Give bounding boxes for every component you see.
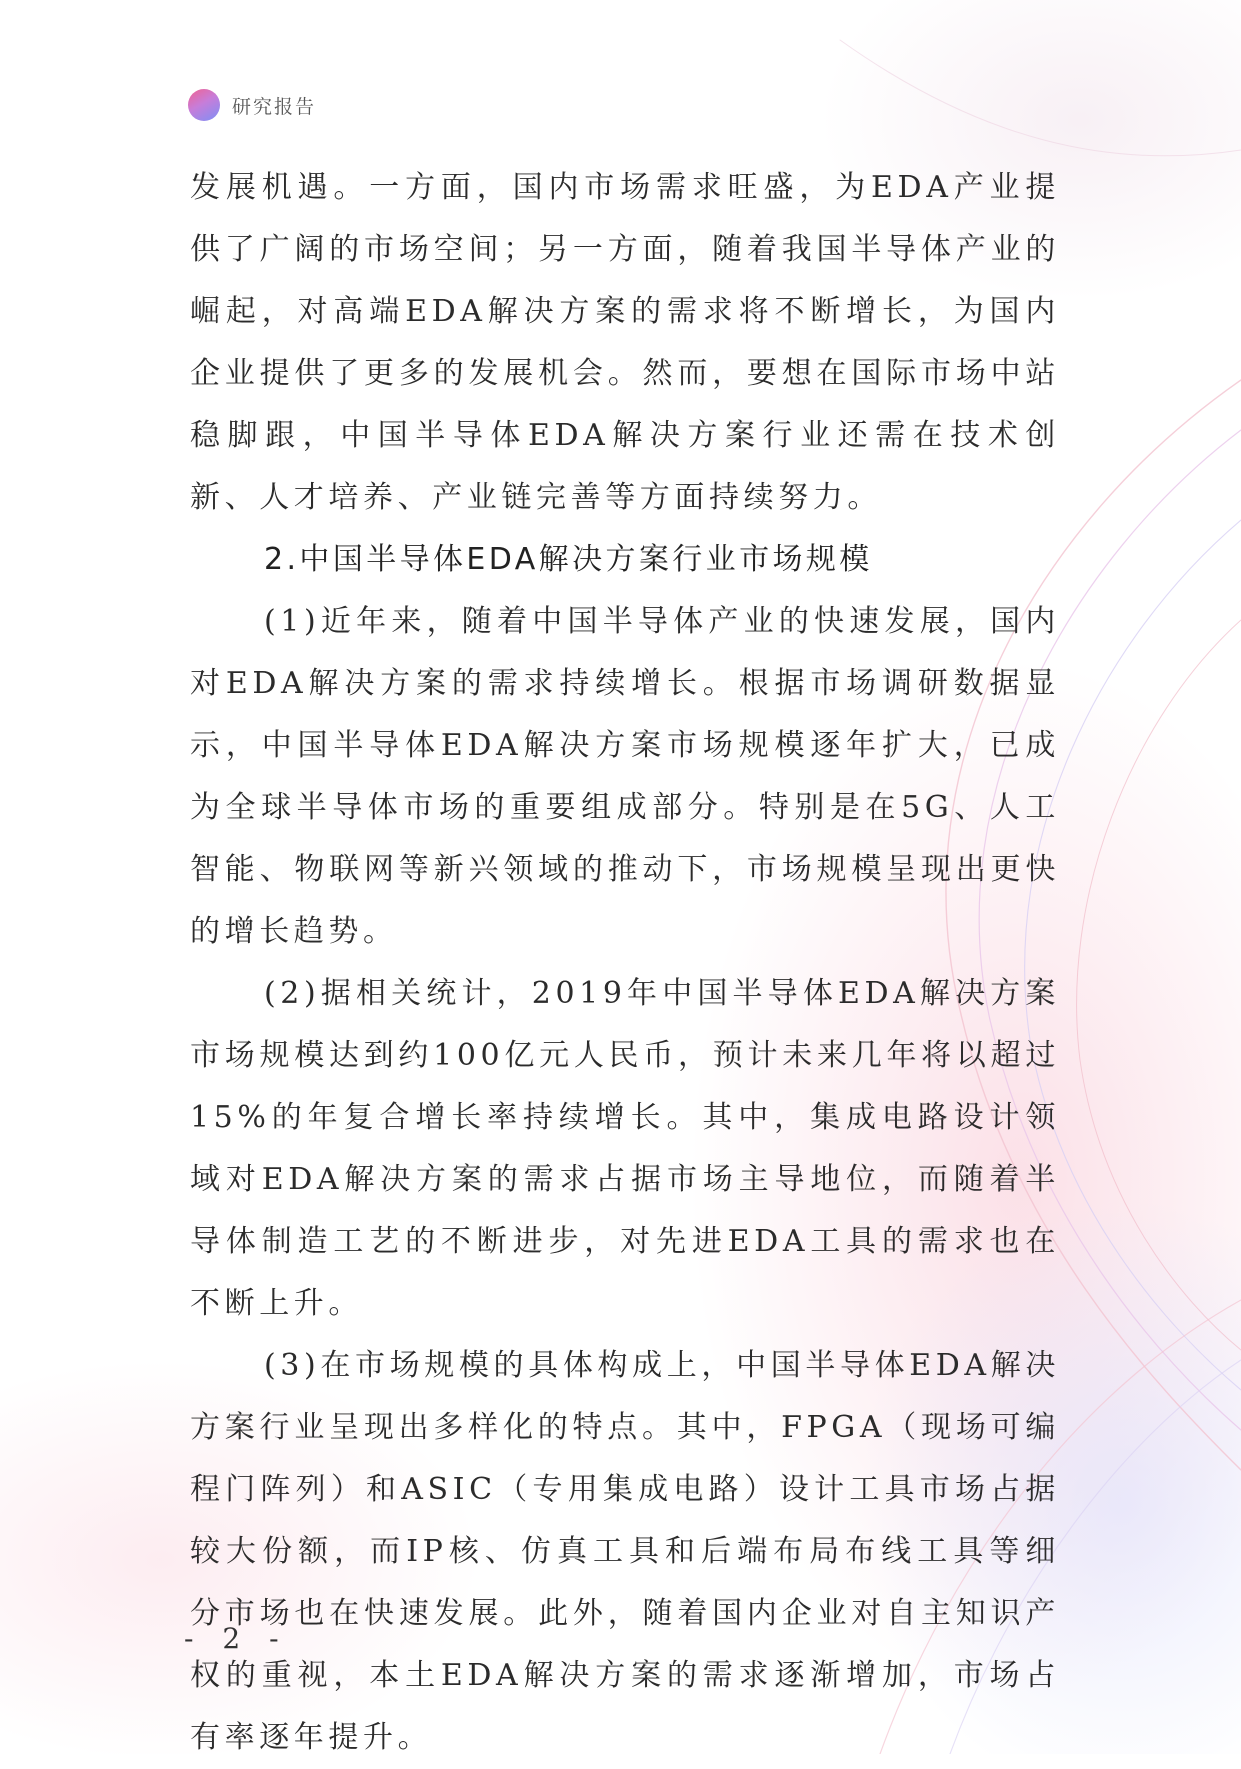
page-number: - 2 - [184,1622,289,1655]
paragraph-2: (2)据相关统计，2019年中国半导体EDA解决方案市场规模达到约100亿元人民币，预计未来几年将以超过15%的年复合增长率持续增长。其中，集成电路设计领域对EDA解决方案的需求占据市场主导地位，而随着半导体制造工艺的不断进步，对先进EDA工具的需求也在不断上升。 [190,976,1060,1321]
report-header [188,88,316,122]
section-heading: 2.中国半导体EDA解决方案行业市场规模 [264,542,873,577]
header-label: 研究报告 [232,95,317,118]
paragraph-continuation: 发展机遇。一方面，国内市场需求旺盛，为EDA产业提供了广阔的市场空间；另一方面，随着我国半导体产业的崛起，对高端EDA解决方案的需求将不断增长，为国内企业提供了更多的发展机会。然而，要想在国际市场中站稳脚跟，中国半导体EDA解决方案行业还需在技术创新、人才培养、产业链完善等方面持续努力。 [190,170,1060,515]
logo-circle-icon [188,89,220,121]
paragraph-1: (1)近年来，随着中国半导体产业的快速发展，国内对EDA解决方案的需求持续增长。根据市场调研数据显示，中国半导体EDA解决方案市场规模逐年扩大，已成为全球半导体市场的重要组成部分。特别是在5G、人工智能、物联网等新兴领域的推动下，市场规模呈现出更快的增长趋势。 [190,604,1060,949]
document-body [190,157,1060,1769]
paragraph-3: (3)在市场规模的具体构成上，中国半导体EDA解决方案行业呈现出多样化的特点。其中，FPGA（现场可编程门阵列）和ASIC（专用集成电路）设计工具市场占据较大份额，而IP核、仿真工具和后端布局布线工具等细分市场也在快速发展。此外，随着国内企业对自主知识产权的重视，本土EDA解决方案的需求逐渐增加，市场占有率逐年提升。 [190,1348,1060,1755]
